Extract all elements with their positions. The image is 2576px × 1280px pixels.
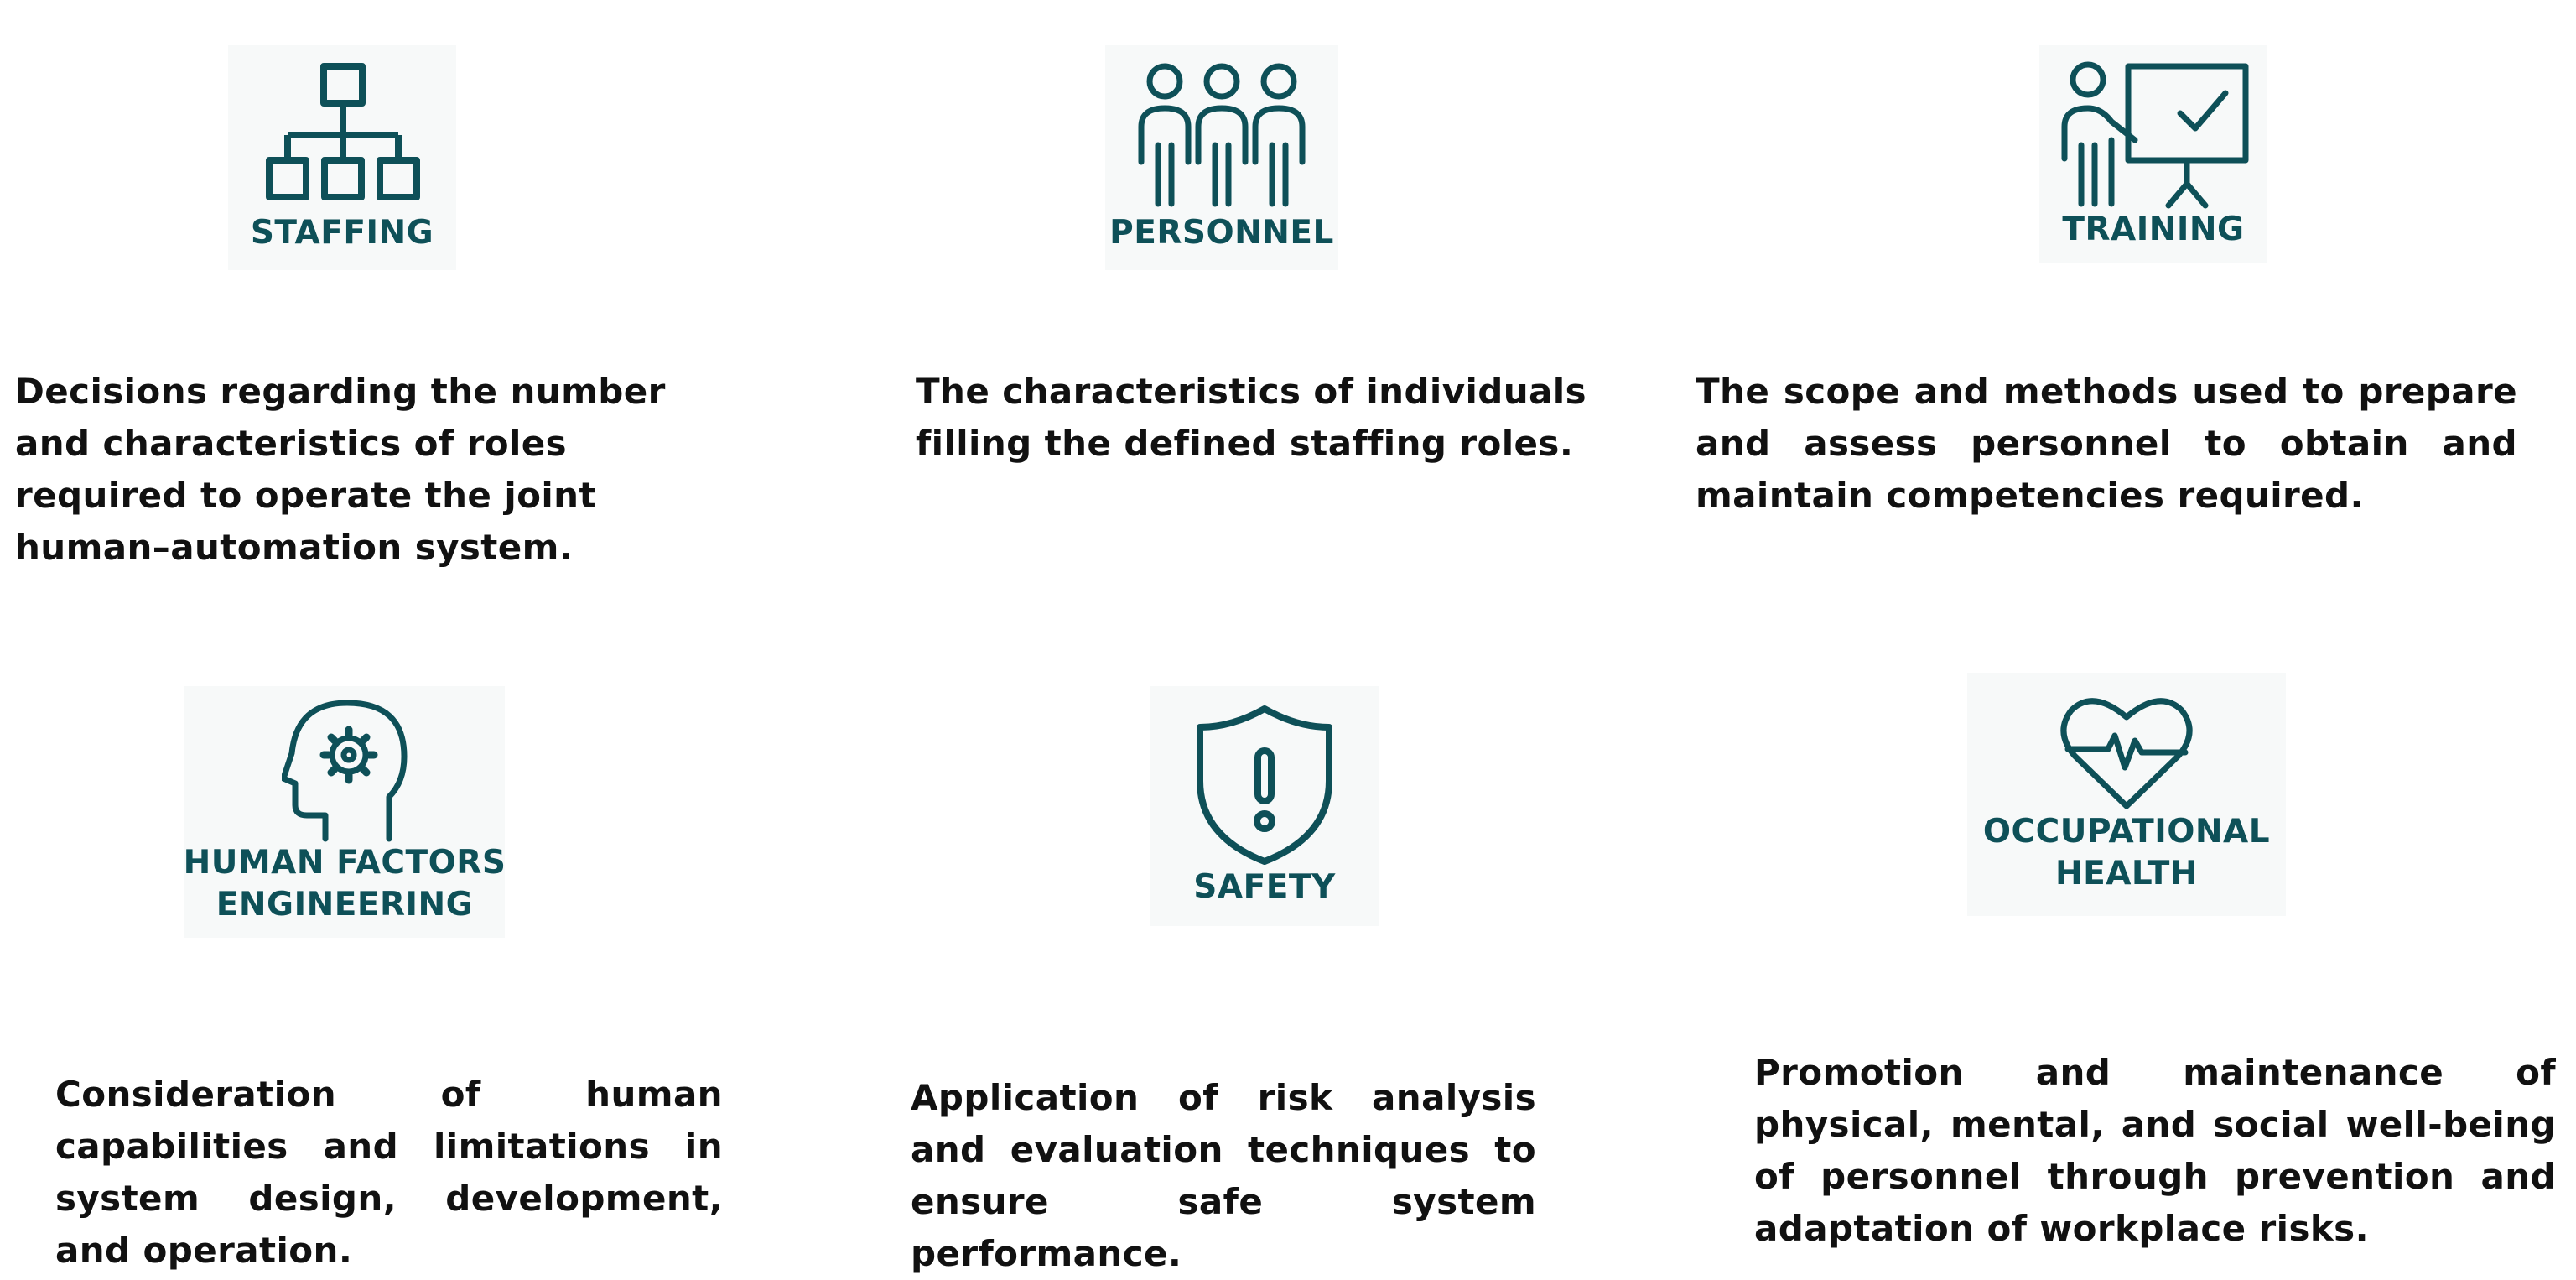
occupational-health-description: Promotion and maintenance of physical, mental, and social well-being of personnel through prevention and adaptation of workplace risks.	[1754, 1052, 2556, 1249]
human-factors-icon-card	[184, 686, 505, 938]
training-icon-card	[2039, 45, 2267, 263]
personnel-description: The characteristics of individuals filling the defined staffing roles.	[916, 371, 1587, 464]
training-description: The scope and methods used to prepare and assess personnel to obtain and maintain competencies required.	[1696, 371, 2517, 516]
presenter-board-icon	[2053, 58, 2254, 209]
staffing-label: STAFFING	[250, 214, 434, 252]
occupational-health-label: OCCUPATIONAL HEALTH	[1982, 813, 2271, 892]
occupational-health-icon-card	[1967, 673, 2286, 916]
safety-description: Application of risk analysis and evaluation techniques to ensure safe system performance.	[911, 1077, 1536, 1274]
people-group-icon	[1130, 61, 1314, 212]
shield-exclamation-icon	[1193, 704, 1336, 866]
human-factors-label: HUMAN FACTORS ENGINEERING	[183, 844, 506, 924]
human-factors-description: Consideration of human capabilities and limitations in system design, development, and operation.	[55, 1074, 723, 1271]
personnel-label: PERSONNEL	[1109, 214, 1334, 252]
staffing-icon-card	[228, 45, 456, 270]
heart-pulse-icon	[2059, 694, 2194, 811]
head-gear-icon	[282, 698, 408, 842]
personnel-icon-card	[1105, 45, 1338, 270]
safety-icon-card	[1150, 686, 1379, 926]
staffing-description: Decisions regarding the number and characteristics of roles required to operate the joint human–automation system.	[15, 371, 666, 568]
training-label: TRAINING	[2062, 211, 2245, 248]
org-chart-icon	[262, 61, 422, 212]
safety-label: SAFETY	[1193, 868, 1336, 906]
